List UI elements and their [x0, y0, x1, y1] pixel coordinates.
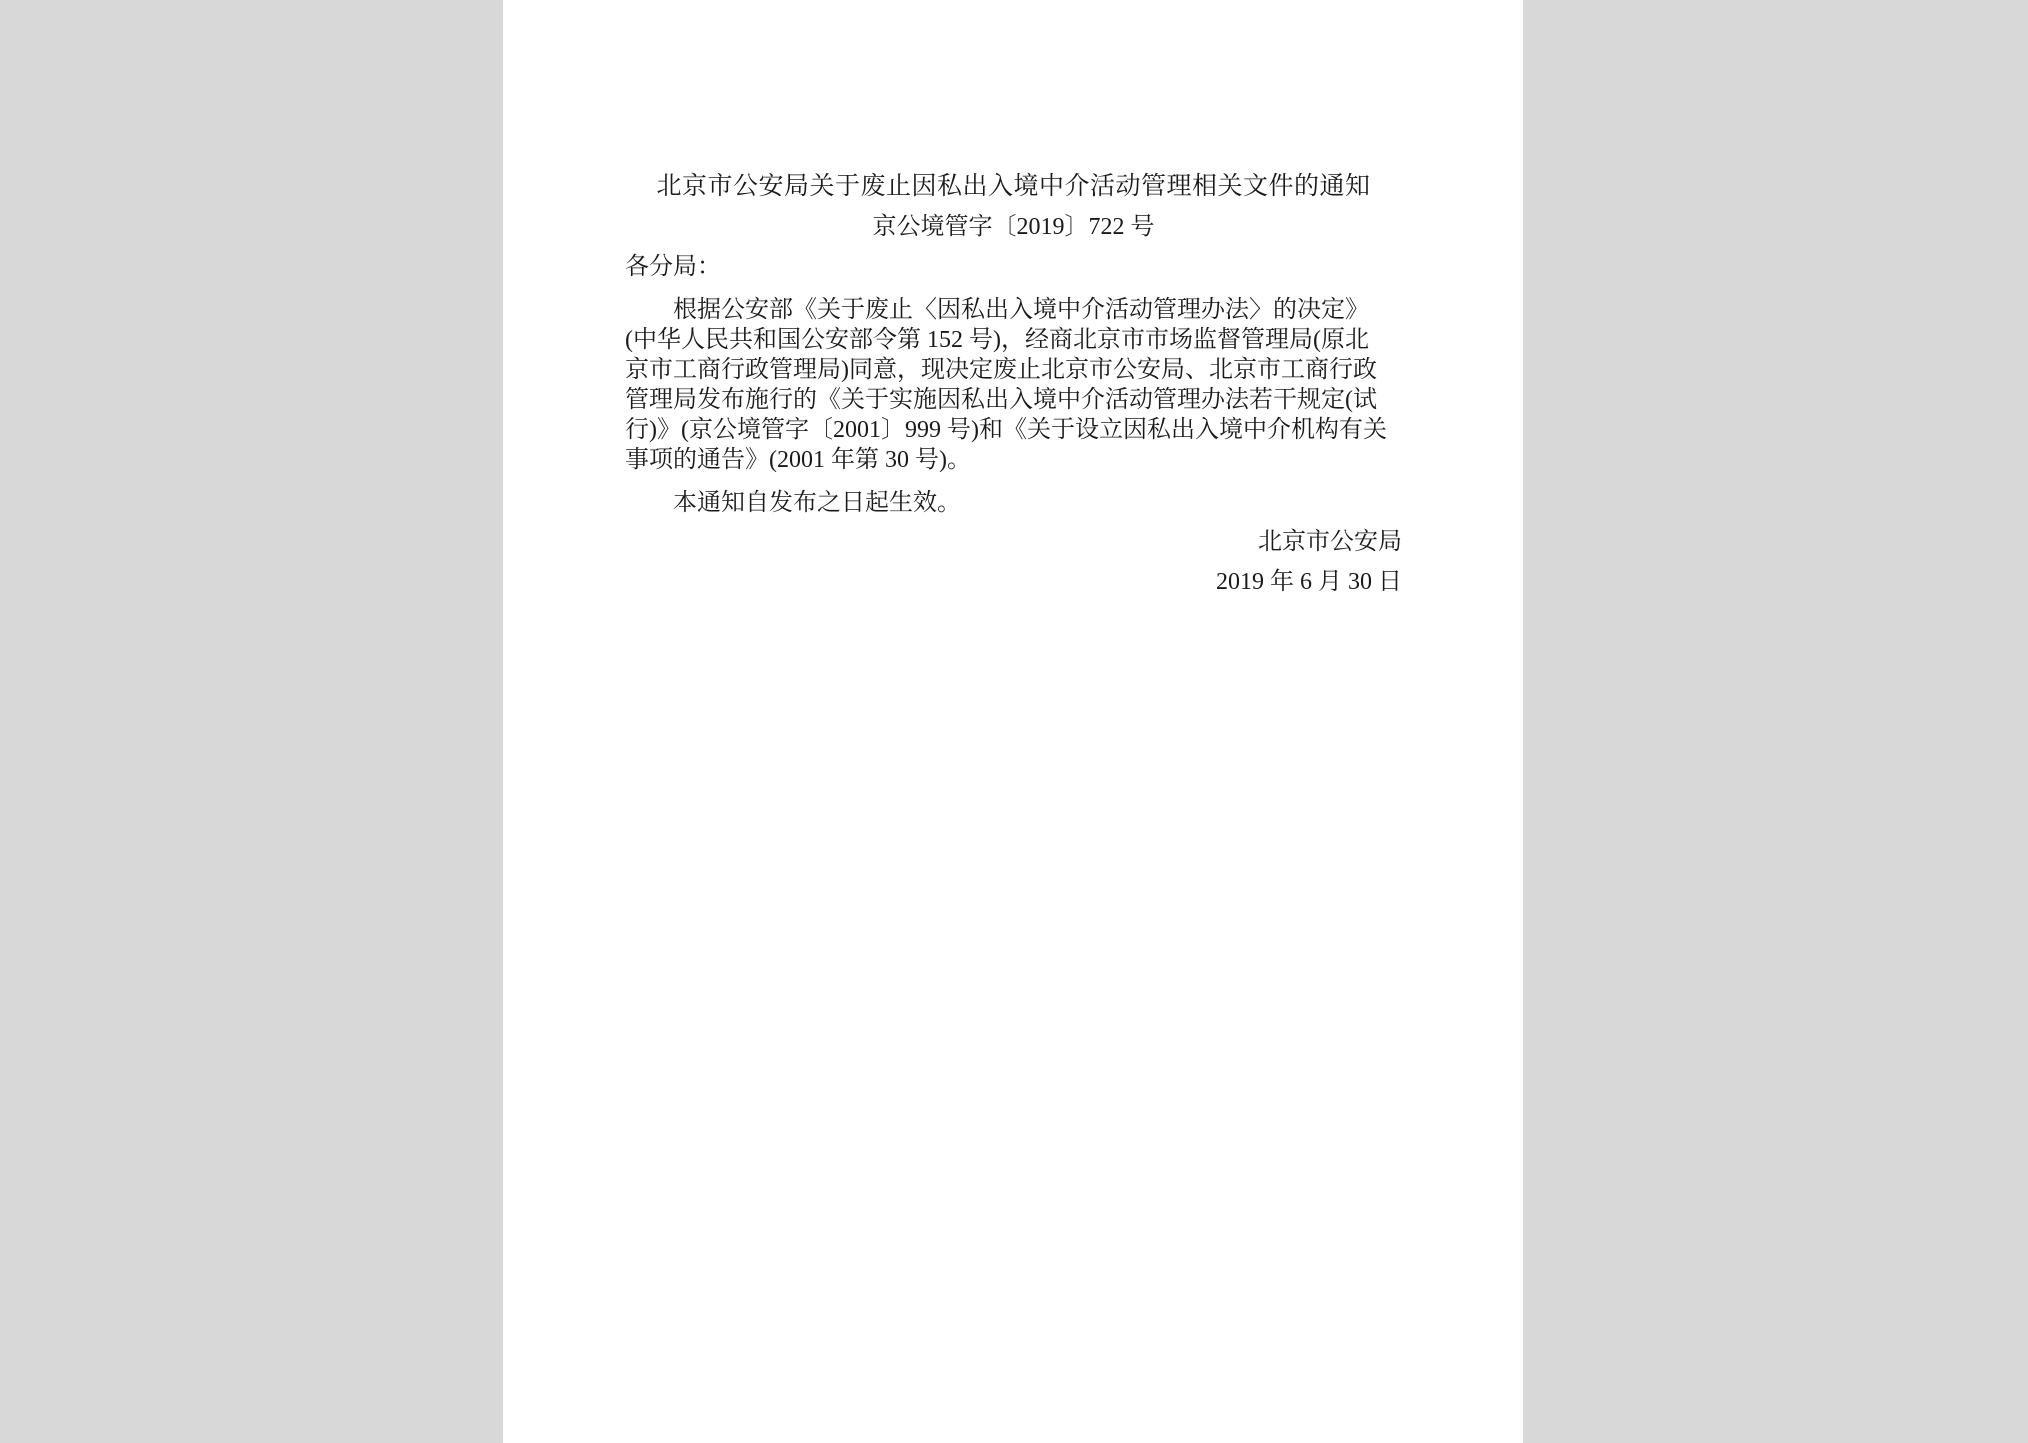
document-content [503, 173, 1523, 596]
body-line: 根据公安部《关于废止〈因私出入境中介活动管理办法〉的决定》 [673, 297, 1369, 323]
salutation: 各分局： [625, 254, 721, 280]
body-line: 京市工商行政管理局)同意，现决定废止北京市公安局、北京市工商行政 [625, 357, 1377, 383]
body-line: 行)》(京公境管字〔2001〕999 号)和《关于设立因私出入境中介机构有关 [625, 417, 1387, 443]
issue-date: 2019 年 6 月 30 日 [1216, 569, 1402, 595]
closing-paragraph: 本通知自发布之日起生效。 [673, 490, 961, 516]
body-line: (中华人民共和国公安部令第 152 号)，经商北京市市场监督管理局(原北 [625, 327, 1369, 353]
body-paragraph [625, 295, 1402, 475]
document-number: 京公境管字〔2019〕722 号 [872, 214, 1155, 240]
document-page [503, 0, 1523, 1443]
body-line: 管理局发布施行的《关于实施因私出入境中介活动管理办法若干规定(试 [625, 387, 1377, 413]
document-title: 北京市公安局关于废止因私出入境中介活动管理相关文件的通知 [656, 173, 1371, 200]
issuing-authority-signature: 北京市公安局 [1258, 529, 1402, 555]
body-line: 事项的通告》(2001 年第 30 号)。 [625, 447, 971, 473]
